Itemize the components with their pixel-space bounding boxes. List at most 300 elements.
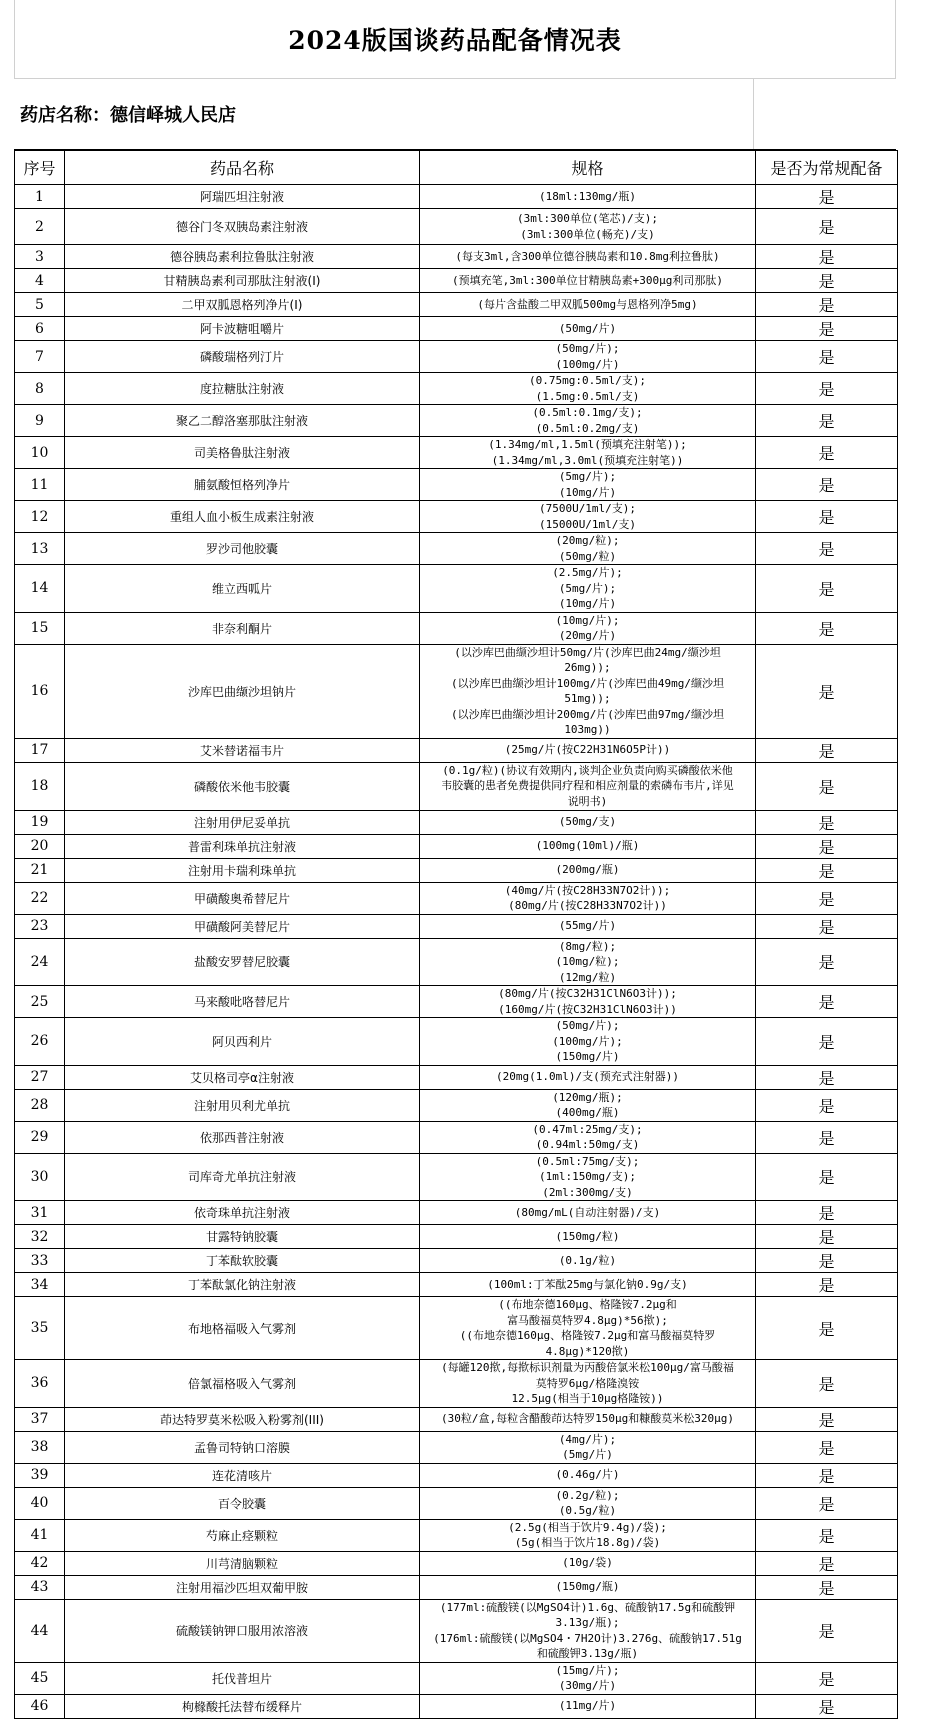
drug-name: 甲磺酸阿美替尼片 bbox=[65, 914, 420, 938]
spec-line: (5g(相当于饮片18.8g)/袋) bbox=[514, 1536, 661, 1549]
spec-line: 说明书) bbox=[567, 794, 608, 808]
spec-line: (7500U/1ml/支); bbox=[538, 502, 637, 515]
drug-name: 芍麻止痉颗粒 bbox=[65, 1519, 420, 1551]
row-index: 32 bbox=[15, 1225, 65, 1249]
regular-flag: 是 bbox=[756, 1065, 898, 1089]
drug-name: 二甲双胍恩格列净片(Ⅰ) bbox=[65, 293, 420, 317]
drug-spec bbox=[420, 612, 756, 644]
row-index: 44 bbox=[15, 1599, 65, 1662]
drug-name: 阿贝西利片 bbox=[65, 1018, 420, 1066]
drug-table bbox=[14, 150, 898, 1719]
spec-line: (15mg/片); bbox=[555, 1663, 620, 1677]
spec-line: (1.34mg/ml,1.5ml(预填充注射笔)); bbox=[488, 438, 687, 451]
spec-line: (0.5ml:0.2mg/支) bbox=[535, 421, 640, 435]
table-row bbox=[15, 1153, 898, 1201]
row-index: 6 bbox=[15, 317, 65, 341]
drug-name: 马来酸吡咯替尼片 bbox=[65, 986, 420, 1018]
page-title: 2024版国谈药品配备情况表 bbox=[288, 26, 622, 55]
spec-line: (2.5g(相当于饮片9.4g)/袋); bbox=[508, 1520, 667, 1534]
title-row bbox=[14, 0, 896, 79]
drug-spec bbox=[420, 938, 756, 986]
drug-name: 磷酸依米他韦胶囊 bbox=[65, 762, 420, 810]
regular-flag: 是 bbox=[756, 1575, 898, 1599]
row-index: 24 bbox=[15, 938, 65, 986]
spec-line: (50mg/支) bbox=[558, 815, 617, 829]
table-row bbox=[15, 1089, 898, 1121]
drug-spec bbox=[420, 858, 756, 882]
table-row bbox=[15, 1431, 898, 1463]
regular-flag: 是 bbox=[756, 1249, 898, 1273]
spec-line: (12mg/粒) bbox=[558, 970, 617, 984]
drug-spec bbox=[420, 1662, 756, 1694]
drug-name: 茚达特罗莫米松吸入粉雾剂(III) bbox=[65, 1407, 420, 1431]
row-index: 27 bbox=[15, 1065, 65, 1089]
row-index: 45 bbox=[15, 1662, 65, 1694]
regular-flag: 是 bbox=[756, 533, 898, 565]
regular-flag: 是 bbox=[756, 810, 898, 834]
spec-line: 103mg)) bbox=[564, 723, 611, 736]
table-row bbox=[15, 341, 898, 373]
drug-name: 艾贝格司亭α注射液 bbox=[65, 1065, 420, 1089]
row-index: 7 bbox=[15, 341, 65, 373]
drug-name: 司美格鲁肽注射液 bbox=[65, 437, 420, 469]
drug-name: 罗沙司他胶囊 bbox=[65, 533, 420, 565]
table-row bbox=[15, 1662, 898, 1694]
row-index: 16 bbox=[15, 644, 65, 738]
drug-spec bbox=[420, 469, 756, 501]
drug-name: 阿瑞匹坦注射液 bbox=[65, 185, 420, 209]
spec-line: (10mg/片); bbox=[555, 613, 620, 627]
spec-line: 韦胶囊的患者免费提供同疗程和相应剂量的索磷布韦片,详见 bbox=[441, 779, 734, 793]
table-row bbox=[15, 373, 898, 405]
spec-line: 12.5μg(相当于10μg格隆铵)) bbox=[511, 1392, 664, 1405]
drug-spec bbox=[420, 1273, 756, 1297]
drug-name: 百令胶囊 bbox=[65, 1487, 420, 1519]
regular-flag: 是 bbox=[756, 437, 898, 469]
regular-flag: 是 bbox=[756, 185, 898, 209]
regular-flag: 是 bbox=[756, 317, 898, 341]
drug-spec bbox=[420, 1360, 756, 1408]
regular-flag: 是 bbox=[756, 501, 898, 533]
header-regular: 是否为常规配备 bbox=[756, 151, 898, 185]
drug-spec bbox=[420, 986, 756, 1018]
table-row bbox=[15, 1463, 898, 1487]
drug-spec bbox=[420, 1297, 756, 1360]
drug-spec bbox=[420, 834, 756, 858]
row-index: 36 bbox=[15, 1360, 65, 1408]
row-index: 26 bbox=[15, 1018, 65, 1066]
regular-flag: 是 bbox=[756, 1551, 898, 1575]
drug-name: 倍氯福格吸入气雾剂 bbox=[65, 1360, 420, 1408]
drug-name: 连花清咳片 bbox=[65, 1463, 420, 1487]
regular-flag: 是 bbox=[756, 209, 898, 245]
regular-flag: 是 bbox=[756, 858, 898, 882]
table-row bbox=[15, 1360, 898, 1408]
row-index: 35 bbox=[15, 1297, 65, 1360]
row-index: 19 bbox=[15, 810, 65, 834]
row-index: 21 bbox=[15, 858, 65, 882]
table-row bbox=[15, 1121, 898, 1153]
spec-line: (以沙库巴曲缬沙坦计50mg/片(沙库巴曲24mg/缬沙坦 bbox=[454, 645, 721, 659]
spec-line: (每支3ml,含300单位德谷胰岛素和10.8mg利拉鲁肽) bbox=[455, 249, 720, 263]
regular-flag: 是 bbox=[756, 644, 898, 738]
drug-spec bbox=[420, 1249, 756, 1273]
table-row bbox=[15, 565, 898, 613]
regular-flag: 是 bbox=[756, 1487, 898, 1519]
spec-line: ((布地奈德160μg、格隆铵7.2μg和富马酸福莫特罗 bbox=[459, 1329, 716, 1342]
drug-spec bbox=[420, 1575, 756, 1599]
store-name: 药店名称：德信峄城人民店 bbox=[20, 105, 236, 126]
row-index: 9 bbox=[15, 405, 65, 437]
row-index: 25 bbox=[15, 986, 65, 1018]
drug-spec bbox=[420, 437, 756, 469]
table-row bbox=[15, 1487, 898, 1519]
spec-line: (150mg/粒) bbox=[555, 1229, 620, 1243]
spec-line: (5mg/片); bbox=[558, 581, 617, 595]
spec-line: (以沙库巴曲缬沙坦计100mg/片(沙库巴曲49mg/缬沙坦 bbox=[450, 676, 725, 690]
spec-line: (0.5ml:0.1mg/支); bbox=[532, 406, 643, 419]
spec-line: 和硫酸钾3.13g/瓶) bbox=[536, 1647, 639, 1660]
drug-spec bbox=[420, 1519, 756, 1551]
spec-line: (120mg/瓶); bbox=[552, 1090, 623, 1104]
spec-line: (预填充笔,3ml:300单位甘精胰岛素+300μg利司那肽) bbox=[452, 273, 723, 287]
spec-line: 26mg)); bbox=[564, 661, 611, 674]
regular-flag: 是 bbox=[756, 1519, 898, 1551]
table-row bbox=[15, 738, 898, 762]
drug-name: 注射用伊尼妥单抗 bbox=[65, 810, 420, 834]
row-index: 10 bbox=[15, 437, 65, 469]
spec-line: (0.94ml:50mg/支) bbox=[535, 1138, 640, 1151]
spec-line: (3ml:300单位(笔芯)/支); bbox=[516, 212, 659, 225]
row-index: 41 bbox=[15, 1519, 65, 1551]
regular-flag: 是 bbox=[756, 1662, 898, 1694]
regular-flag: 是 bbox=[756, 986, 898, 1018]
spec-line: (400mg/瓶) bbox=[555, 1106, 620, 1119]
row-index: 46 bbox=[15, 1694, 65, 1718]
drug-name: 注射用卡瑞利珠单抗 bbox=[65, 858, 420, 882]
spec-line: 3.13g/瓶); bbox=[555, 1616, 620, 1629]
table-row bbox=[15, 762, 898, 810]
header-drug-name: 药品名称 bbox=[65, 151, 420, 185]
drug-name: 德谷胰岛素利拉鲁肽注射液 bbox=[65, 245, 420, 269]
drug-name: 司库奇尤单抗注射液 bbox=[65, 1153, 420, 1201]
table-row bbox=[15, 293, 898, 317]
drug-name: 丁苯酞氯化钠注射液 bbox=[65, 1273, 420, 1297]
drug-spec bbox=[420, 533, 756, 565]
spec-line: (50mg/片); bbox=[555, 1019, 620, 1032]
table-row bbox=[15, 501, 898, 533]
spec-line: (0.1g/粒) bbox=[558, 1253, 617, 1267]
row-index: 22 bbox=[15, 882, 65, 914]
header-spec: 规格 bbox=[420, 151, 756, 185]
regular-flag: 是 bbox=[756, 1273, 898, 1297]
table-row bbox=[15, 914, 898, 938]
row-index: 38 bbox=[15, 1431, 65, 1463]
drug-spec bbox=[420, 209, 756, 245]
regular-flag: 是 bbox=[756, 373, 898, 405]
table-row bbox=[15, 405, 898, 437]
spec-line: (每片含盐酸二甲双胍500mg与恩格列净5mg) bbox=[477, 297, 698, 311]
drug-name: 盐酸安罗替尼胶囊 bbox=[65, 938, 420, 986]
regular-flag: 是 bbox=[756, 914, 898, 938]
spec-line: (5mg/片); bbox=[558, 470, 617, 483]
spec-line: (100mg/片); bbox=[552, 1034, 623, 1048]
regular-flag: 是 bbox=[756, 1153, 898, 1201]
drug-spec bbox=[420, 341, 756, 373]
drug-spec bbox=[420, 501, 756, 533]
spec-line: 富马酸福莫特罗4.8μg)*56揿); bbox=[507, 1313, 668, 1327]
spec-line: (80mg/片(按C28H33N7O2计)) bbox=[508, 899, 667, 912]
drug-name: 丁苯酞软胶囊 bbox=[65, 1249, 420, 1273]
store-row bbox=[14, 79, 896, 150]
spec-line: (176ml:硫酸镁(以MgSO4・7H2O计)3.276g、硫酸钠17.51g bbox=[433, 1631, 742, 1645]
drug-spec bbox=[420, 1018, 756, 1066]
drug-spec bbox=[420, 810, 756, 834]
drug-name: 普雷利珠单抗注射液 bbox=[65, 834, 420, 858]
spec-line: (4mg/片); bbox=[558, 1432, 617, 1446]
table-header-row bbox=[15, 151, 898, 185]
drug-spec bbox=[420, 245, 756, 269]
row-index: 15 bbox=[15, 612, 65, 644]
row-index: 5 bbox=[15, 293, 65, 317]
table-row bbox=[15, 1018, 898, 1066]
table-row bbox=[15, 209, 898, 245]
spec-line: (20mg/片) bbox=[558, 629, 617, 642]
drug-spec bbox=[420, 1121, 756, 1153]
drug-name: 度拉糖肽注射液 bbox=[65, 373, 420, 405]
drug-name: 甘露特钠胶囊 bbox=[65, 1225, 420, 1249]
spec-line: (50mg/片) bbox=[558, 321, 617, 335]
spec-line: (8mg/粒); bbox=[558, 939, 617, 953]
spec-line: (0.1g/粒)(协议有效期内,谈判企业负责向购买磷酸依米他 bbox=[442, 763, 733, 777]
table-row bbox=[15, 858, 898, 882]
row-index: 1 bbox=[15, 185, 65, 209]
drug-spec bbox=[420, 1694, 756, 1718]
drug-name: 重组人血小板生成素注射液 bbox=[65, 501, 420, 533]
table-row bbox=[15, 1599, 898, 1662]
spec-line: (80mg/片(按C32H31ClN6O3计)); bbox=[498, 987, 677, 1000]
spec-line: (150mg/片) bbox=[555, 1050, 620, 1063]
row-index: 12 bbox=[15, 501, 65, 533]
drug-spec bbox=[420, 1407, 756, 1431]
table-row bbox=[15, 469, 898, 501]
table-row bbox=[15, 810, 898, 834]
row-index: 30 bbox=[15, 1153, 65, 1201]
regular-flag: 是 bbox=[756, 762, 898, 810]
table-row bbox=[15, 1694, 898, 1718]
table-row bbox=[15, 1065, 898, 1089]
drug-spec bbox=[420, 914, 756, 938]
regular-flag: 是 bbox=[756, 245, 898, 269]
spec-line: (177ml:硫酸镁(以MgSO4计)1.6g、硫酸钠17.5g和硫酸钾 bbox=[439, 1600, 736, 1614]
regular-flag: 是 bbox=[756, 1121, 898, 1153]
drug-name: 德谷门冬双胰岛素注射液 bbox=[65, 209, 420, 245]
regular-flag: 是 bbox=[756, 738, 898, 762]
table-row bbox=[15, 1551, 898, 1575]
regular-flag: 是 bbox=[756, 938, 898, 986]
table-row bbox=[15, 1249, 898, 1273]
drug-name: 艾米替诺福韦片 bbox=[65, 738, 420, 762]
table-row bbox=[15, 938, 898, 986]
row-index: 29 bbox=[15, 1121, 65, 1153]
drug-spec bbox=[420, 1089, 756, 1121]
spec-line: (5mg/片) bbox=[562, 1448, 613, 1461]
regular-flag: 是 bbox=[756, 1694, 898, 1718]
regular-flag: 是 bbox=[756, 269, 898, 293]
spec-line: (200mg/瓶) bbox=[555, 863, 620, 877]
row-index: 40 bbox=[15, 1487, 65, 1519]
row-index: 31 bbox=[15, 1201, 65, 1225]
row-index: 28 bbox=[15, 1089, 65, 1121]
drug-spec bbox=[420, 1487, 756, 1519]
spec-line: (0.5g/粒) bbox=[558, 1504, 617, 1517]
row-index: 14 bbox=[15, 565, 65, 613]
spec-line: (30粒/盒,每粒含醋酸茚达特罗150μg和糠酸莫米松320μg) bbox=[441, 1412, 734, 1426]
spec-line: (20mg/粒); bbox=[555, 534, 620, 547]
spec-line: 51mg)); bbox=[564, 692, 611, 705]
drug-spec bbox=[420, 1551, 756, 1575]
drug-spec bbox=[420, 762, 756, 810]
drug-name: 维立西呱片 bbox=[65, 565, 420, 613]
drug-spec bbox=[420, 405, 756, 437]
table-row bbox=[15, 834, 898, 858]
regular-flag: 是 bbox=[756, 341, 898, 373]
drug-name: 注射用福沙匹坦双葡甲胺 bbox=[65, 1575, 420, 1599]
spec-line: (160mg/片(按C32H31ClN6O3计)) bbox=[498, 1002, 677, 1016]
row-index: 13 bbox=[15, 533, 65, 565]
drug-name: 沙库巴曲缬沙坦钠片 bbox=[65, 644, 420, 738]
spec-line: (100mg/片) bbox=[555, 357, 620, 371]
regular-flag: 是 bbox=[756, 834, 898, 858]
drug-name: 脯氨酸恒格列净片 bbox=[65, 469, 420, 501]
spec-line: (80mg/mL(自动注射器)/支) bbox=[514, 1205, 661, 1219]
drug-spec bbox=[420, 185, 756, 209]
spec-line: (2.5mg/片); bbox=[552, 566, 623, 579]
regular-flag: 是 bbox=[756, 1599, 898, 1662]
spec-line: (0.2g/粒); bbox=[555, 1488, 620, 1502]
row-index: 4 bbox=[15, 269, 65, 293]
table-row bbox=[15, 882, 898, 914]
regular-flag: 是 bbox=[756, 1463, 898, 1487]
header-index: 序号 bbox=[15, 151, 65, 185]
spec-line: (0.46g/片) bbox=[555, 1468, 620, 1482]
row-index: 18 bbox=[15, 762, 65, 810]
spec-line: (10mg/片) bbox=[558, 485, 617, 499]
regular-flag: 是 bbox=[756, 1018, 898, 1066]
spec-line: (18ml:130mg/瓶) bbox=[538, 189, 637, 203]
spec-line: (3ml:300单位(畅充)/支) bbox=[520, 227, 655, 241]
table-row bbox=[15, 1519, 898, 1551]
table-row bbox=[15, 245, 898, 269]
table-row bbox=[15, 986, 898, 1018]
table-row bbox=[15, 185, 898, 209]
spec-line: (1.34mg/ml,3.0ml(预填充注射笔)) bbox=[491, 453, 684, 467]
regular-flag: 是 bbox=[756, 1297, 898, 1360]
drug-name: 甘精胰岛素利司那肽注射液(Ⅰ) bbox=[65, 269, 420, 293]
row-index: 34 bbox=[15, 1273, 65, 1297]
row-index: 39 bbox=[15, 1463, 65, 1487]
store-row-empty-cell bbox=[753, 79, 896, 149]
table-row bbox=[15, 1407, 898, 1431]
regular-flag: 是 bbox=[756, 469, 898, 501]
spec-line: (2ml:300mg/支) bbox=[542, 1185, 633, 1199]
drug-spec bbox=[420, 1201, 756, 1225]
spec-line: (150mg/瓶) bbox=[555, 1580, 620, 1594]
regular-flag: 是 bbox=[756, 565, 898, 613]
drug-spec bbox=[420, 373, 756, 405]
spec-line: (10mg/粒); bbox=[555, 955, 620, 968]
table-row bbox=[15, 644, 898, 738]
row-index: 2 bbox=[15, 209, 65, 245]
row-index: 37 bbox=[15, 1407, 65, 1431]
row-index: 20 bbox=[15, 834, 65, 858]
drug-name: 注射用贝利尤单抗 bbox=[65, 1089, 420, 1121]
drug-spec bbox=[420, 269, 756, 293]
drug-spec bbox=[420, 1225, 756, 1249]
row-index: 23 bbox=[15, 914, 65, 938]
spec-line: (50mg/粒) bbox=[558, 549, 617, 563]
drug-name: 甲磺酸奥希替尼片 bbox=[65, 882, 420, 914]
spec-line: (15000U/1ml/支) bbox=[538, 517, 637, 531]
row-index: 8 bbox=[15, 373, 65, 405]
spec-line: (1ml:150mg/支); bbox=[538, 1170, 637, 1183]
spec-line: 莫特罗6μg/格隆溴铵 bbox=[535, 1376, 640, 1390]
drug-name: 阿卡波糖咀嚼片 bbox=[65, 317, 420, 341]
spec-line: (25mg/片(按C22H31N6O5P计)) bbox=[504, 743, 671, 757]
regular-flag: 是 bbox=[756, 1089, 898, 1121]
table-row bbox=[15, 1201, 898, 1225]
row-index: 17 bbox=[15, 738, 65, 762]
row-index: 33 bbox=[15, 1249, 65, 1273]
spec-line: (10g/袋) bbox=[562, 1556, 613, 1570]
drug-name: 聚乙二醇洛塞那肽注射液 bbox=[65, 405, 420, 437]
spec-line: (1.5mg:0.5ml/支) bbox=[535, 389, 640, 403]
spec-line: (100mg(10ml)/瓶) bbox=[535, 839, 640, 853]
regular-flag: 是 bbox=[756, 1407, 898, 1431]
spec-line: (11mg/片) bbox=[558, 1699, 617, 1713]
spreadsheet bbox=[14, 0, 896, 1719]
table-row bbox=[15, 612, 898, 644]
spec-line: (10mg/片) bbox=[558, 597, 617, 610]
table-row bbox=[15, 1297, 898, 1360]
table-row bbox=[15, 1575, 898, 1599]
table-row bbox=[15, 1225, 898, 1249]
regular-flag: 是 bbox=[756, 1225, 898, 1249]
drug-spec bbox=[420, 738, 756, 762]
regular-flag: 是 bbox=[756, 612, 898, 644]
drug-name: 磷酸瑞格列汀片 bbox=[65, 341, 420, 373]
drug-name: 孟鲁司特钠口溶膜 bbox=[65, 1431, 420, 1463]
drug-name: 依奇珠单抗注射液 bbox=[65, 1201, 420, 1225]
drug-spec bbox=[420, 293, 756, 317]
drug-spec bbox=[420, 1153, 756, 1201]
drug-spec bbox=[420, 317, 756, 341]
spec-line: (55mg/片) bbox=[558, 919, 617, 933]
drug-name: 川芎清脑颗粒 bbox=[65, 1551, 420, 1575]
spec-line: ((布地奈德160μg、格隆铵7.2μg和 bbox=[498, 1298, 677, 1311]
drug-name: 硫酸镁钠钾口服用浓溶液 bbox=[65, 1599, 420, 1662]
table-row bbox=[15, 1273, 898, 1297]
spec-line: (100ml:丁苯酞25mg与氯化钠0.9g/支) bbox=[487, 1277, 688, 1291]
drug-spec bbox=[420, 565, 756, 613]
drug-spec bbox=[420, 1599, 756, 1662]
regular-flag: 是 bbox=[756, 293, 898, 317]
spec-line: (50mg/片); bbox=[555, 342, 620, 355]
drug-spec bbox=[420, 1463, 756, 1487]
table-row bbox=[15, 437, 898, 469]
row-index: 3 bbox=[15, 245, 65, 269]
drug-name: 非奈利酮片 bbox=[65, 612, 420, 644]
